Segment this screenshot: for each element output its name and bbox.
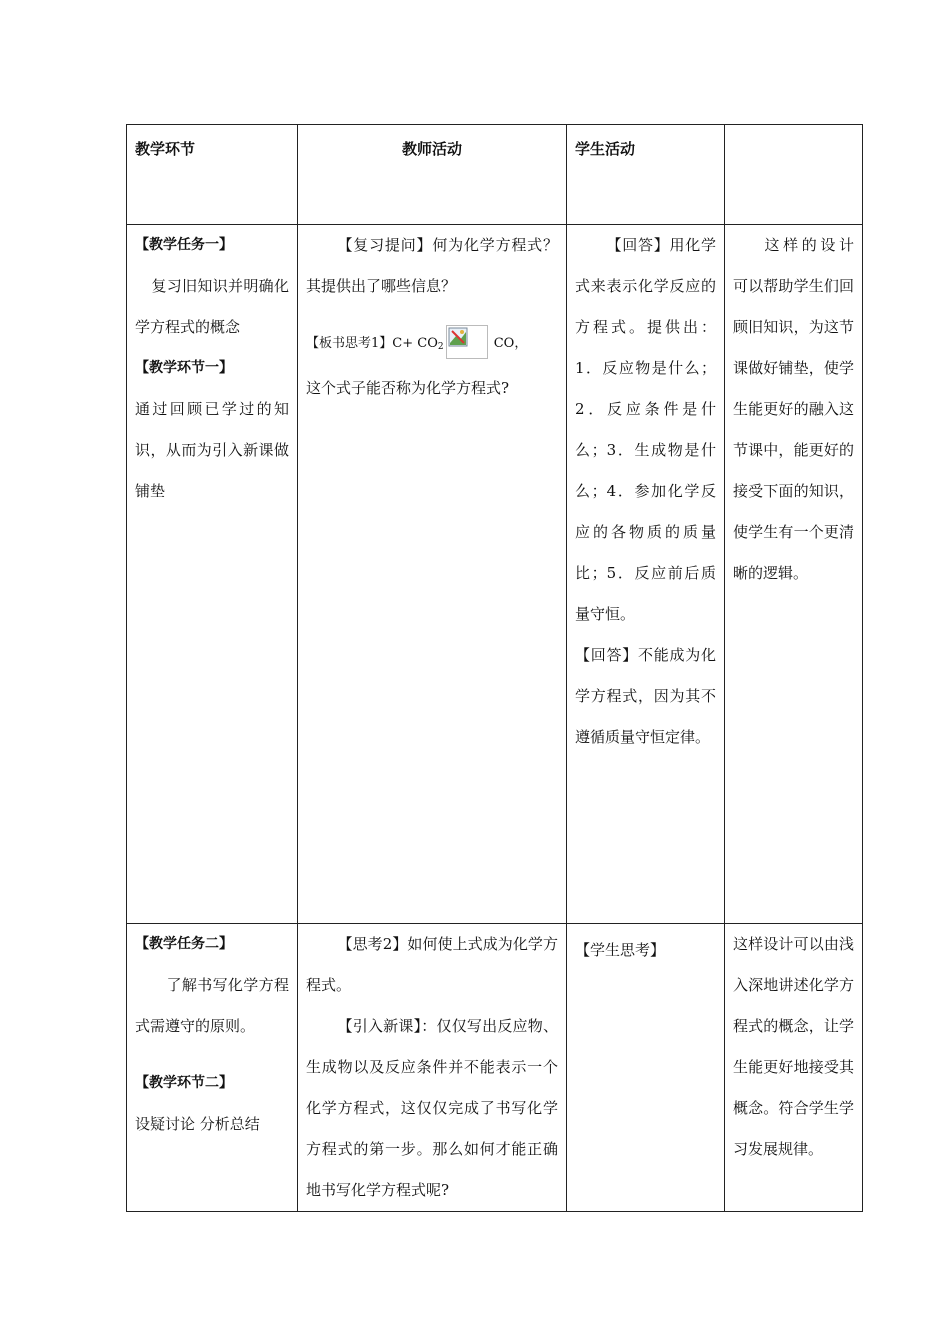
teacher-activity-cell	[298, 225, 567, 924]
student-answer-1: 【回答】用化学式来表示化学反应的方程式。提供出：1．反应物是什么；2．反应条件是什么；3．生成物是什么；4．参加化学反应的各物质的质量比；5．反应前后质量守恒。	[575, 236, 716, 623]
student-answer-2: 【回答】不能成为化学方程式，因为其不遵循质量守恒定律。	[575, 646, 716, 746]
think-question: 【思考2】如何使上式成为化学方程式。	[306, 935, 558, 994]
task-title: 【教学任务二】	[135, 936, 233, 952]
table-row	[127, 225, 863, 924]
board-equation	[306, 323, 558, 368]
student-thinking: 【学生思考】	[575, 941, 666, 959]
intro-new-lesson: 【引入新课】：仅仅写出反应物、生成物以及反应条件并不能表示一个化学方程式，这仅仅完成了书写化学方程式的第一步。那么如何才能正确地书写化学方程式呢?	[306, 1017, 558, 1199]
teacher-activity-cell	[298, 924, 567, 1212]
design-intent-cell	[725, 225, 863, 924]
design-intent-text: 这样设计可以由浅入深地讲述化学方程式的概念，让学生能更好地接受其概念。符合学生学习发展规律。	[733, 935, 854, 1158]
header-teaching-step: 教学环节	[127, 125, 298, 225]
design-intent-cell	[725, 924, 863, 1212]
review-question: 【复习提问】何为化学方程式？其提供出了哪些信息？	[306, 236, 558, 295]
header-student-activity: 学生活动	[567, 125, 725, 225]
table-row	[127, 924, 863, 1212]
student-activity-cell	[567, 924, 725, 1212]
step-text: 设疑讨论 分析总结	[135, 1115, 260, 1133]
lesson-plan-table	[126, 124, 863, 1212]
board-question: 这个式子能否称为化学方程式?	[306, 379, 510, 397]
teaching-step-cell	[127, 225, 298, 924]
task-title: 【教学任务一】	[135, 237, 233, 253]
broken-image-icon	[446, 325, 488, 359]
task-text: 复习旧知识并明确化学方程式的概念	[135, 277, 289, 336]
teaching-step-cell	[127, 924, 298, 1212]
header-design-intent	[725, 125, 863, 225]
design-intent-text: 这样的设计可以帮助学生们回顾旧知识，为这节课做好铺垫，使学生能更好的融入这节课中，能更好的接受下面的知识，使学生有一个更清晰的逻辑。	[733, 236, 854, 582]
task-text: 了解书写化学方程式需遵守的原则。	[135, 976, 289, 1035]
header-teacher-activity: 教师活动	[298, 125, 567, 225]
step-title: 【教学环节二】	[135, 1075, 233, 1091]
equation-subscript: 2	[437, 342, 444, 352]
equation-right: CO，	[489, 336, 528, 351]
step-text: 通过回顾已学过的知识，从而为引入新课做铺垫	[135, 400, 289, 500]
step-title: 【教学环节一】	[135, 360, 233, 376]
header-row	[127, 125, 863, 225]
equation-left: 【板书思考1】C+ CO	[306, 336, 438, 351]
student-activity-cell	[567, 225, 725, 924]
